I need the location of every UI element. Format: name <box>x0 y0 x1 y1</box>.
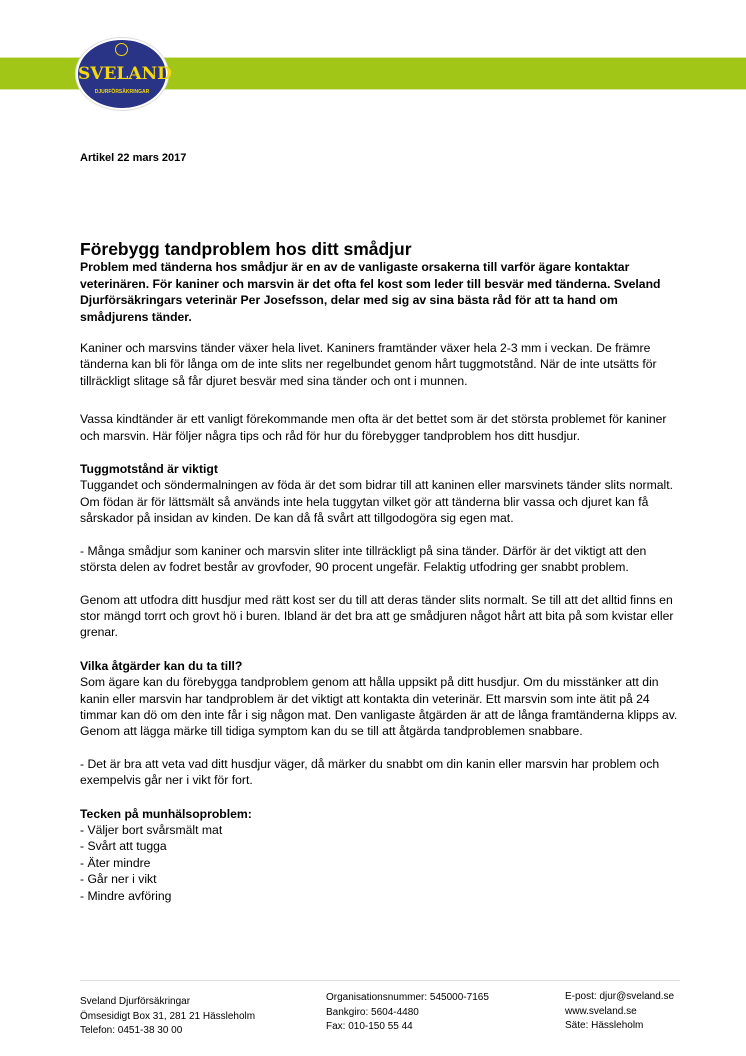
footer-company <box>80 995 255 1039</box>
section-heading: Vilka åtgärder kan du ta till? <box>80 658 243 673</box>
paragraph: Vassa kindtänder är ett vanligt förekommande men ofta är det bettet som är det största problemet för kaniner och marsvin. Här följer några tips och råd för hur du förebygger tandproblem hos ditt husdjur. <box>80 412 667 443</box>
footer-text: Bankgiro: 5604-4480 <box>326 1006 419 1018</box>
paragraph: Tuggandet och söndermalningen av föda är det som bidrar till att kaninen eller marsvinets tänder slits normalt. Om födan är för lättsmält så används inte hela tuggytan vilket gör att tänderna blir vassa och djuret kan få sårskador på insidan av kinden. De kan då få svårt att tillgodogöra sig egen mat. <box>80 478 673 526</box>
section-heading: Tecken på munhälsoproblem: <box>80 806 252 821</box>
footer-text: Säte: Hässleholm <box>565 1020 644 1031</box>
list-item: - Svårt att tugga <box>80 839 167 854</box>
paragraph: - Det är bra att veta vad ditt husdjur väger, då märker du snabbt om din kanin eller marsvin har problem och exempelvis går ner i vikt för fort. <box>80 756 660 788</box>
list-item: - Äter mindre <box>80 855 151 870</box>
footer-text: Fax: 010-150 55 44 <box>326 1021 413 1032</box>
logo-subtitle: DJURFÖRSÄKRINGAR <box>94 89 150 95</box>
footer-registration <box>326 991 489 1035</box>
article-date: Artikel 22 mars 2017 <box>80 152 187 164</box>
sveland-logo <box>76 38 172 110</box>
list-item: - Väljer bort svårsmält mat <box>80 822 223 837</box>
paragraph: Genom att utfodra ditt husdjur med rätt kost ser du till att deras tänder slits normalt. Se till att det alltid finns en stor mängd torrt och grovt hö i buren. Ibland är det bra att ge smådjuren något hårt att bita på som kvistar eller grenar. <box>80 592 674 640</box>
footer-text: Organisationsnummer: 545000-7165 <box>326 992 489 1003</box>
footer-contact <box>565 990 674 1034</box>
lead-paragraph: Problem med tänderna hos smådjur är en av de vanligaste orsakerna till varför ägare kontaktar veterinären. För kaniner och marsvin är det ofta fel kost som leder till besvär med tänderna. Sveland Djurförsäkringars veterinär Per Josefsson, delar med sig av sina bästa råd för att ta hand om smådjurens tänder. <box>80 260 661 324</box>
article-title: Förebygg tandproblem hos ditt smådjur <box>80 239 412 260</box>
list-item: - Mindre avföring <box>80 888 172 903</box>
footer-text: Sveland Djurförsäkringar <box>80 996 191 1007</box>
footer-text: Telefon: 0451-38 30 00 <box>80 1025 183 1036</box>
article <box>80 150 680 904</box>
paragraph: Som ägare kan du förebygga tandproblem genom att hålla uppsikt på ditt husdjur. Om du misstänker att din kanin eller marsvin har tandproblem är det viktigt att kontakta din veterinär. Ett marsvin som inte ätit på 24 timmar kan dö om den inte får i sig någon mat. Den vanligaste åtgärden är att de långa framtänderna klipps av. Genom att lägga märke till tidiga symptom kan du se till att åtgärda tandproblemen snabbare. <box>80 675 678 739</box>
paragraph: Kaniner och marsvins tänder växer hela livet. Kaniners framtänder växer hela 2-3 mm i veckan. De främre tänderna kan bli för långa om de inte slits ner regelbundet genom hårt tuggmotstånd. När de inte utsätts för tillräckligt slitage så får djuret besvär med sina tänder och ont i munnen. <box>80 341 657 388</box>
footer-text: Ömsesidigt Box 31, 281 21 Hässleholm <box>80 1010 256 1022</box>
section-heading: Tuggmotstånd är viktigt <box>80 462 218 477</box>
footer-divider <box>80 980 680 981</box>
footer-website: www.sveland.se <box>565 1005 637 1017</box>
paragraph: - Många smådjur som kaniner och marsvin sliter inte tillräckligt på sina tänder. Därför är det viktigt att den största delen av fodret består av grovfoder, 90 procent ungefär. Felaktig utfodring ger snabbt problem. <box>80 543 647 575</box>
logo-name: SVELAND <box>78 64 172 84</box>
emblem-icon <box>115 43 128 56</box>
footer-email: E-post: djur@sveland.se <box>565 991 675 1002</box>
list-item: - Går ner i vikt <box>80 872 157 887</box>
